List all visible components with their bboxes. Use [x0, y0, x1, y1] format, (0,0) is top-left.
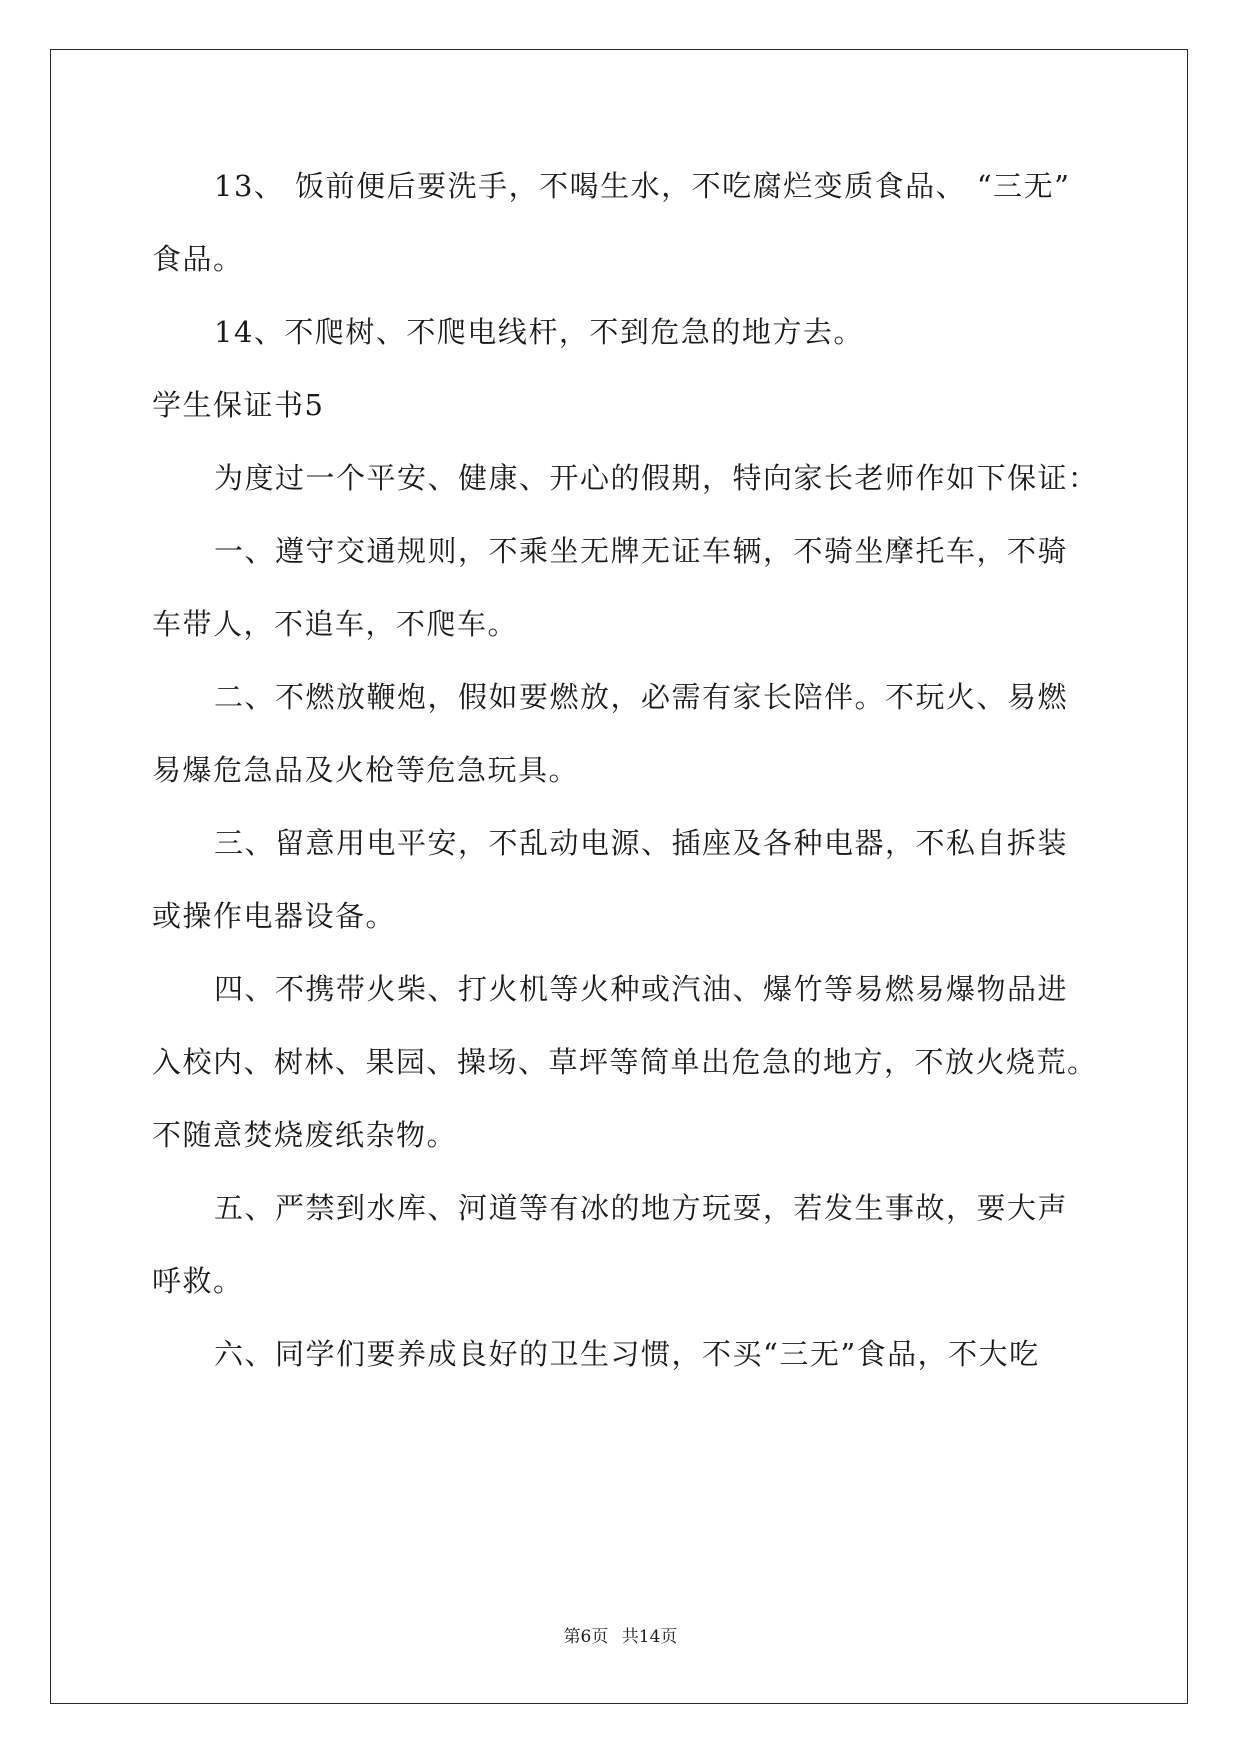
- text-line: 易爆危急品及火枪等危急玩具。: [152, 753, 580, 787]
- text-line: 食品。: [152, 242, 244, 276]
- text-line: 四、不携带火柴、打火机等火种或汽油、爆竹等易燃易爆物品进: [214, 972, 1069, 1006]
- text-line: 入校内、树林、果园、操场、草坪等简单出危急的地方，不放火烧荒。: [152, 1045, 1098, 1079]
- page-border: [50, 49, 1188, 1704]
- text-line: 一、遵守交通规则，不乘坐无牌无证车辆，不骑坐摩托车，不骑: [214, 534, 1069, 568]
- text-line: 不随意焚烧废纸杂物。: [152, 1118, 458, 1152]
- text-line: 车带人，不追车，不爬车。: [152, 607, 519, 641]
- text-line: 呼救。: [152, 1264, 244, 1298]
- page-footer: [0, 1626, 1241, 1648]
- text-line: 为度过一个平安、健康、开心的假期，特向家长老师作如下保证：: [214, 461, 1099, 495]
- text-line: 六、同学们要养成良好的卫生习惯，不买“三无”食品，不大吃: [214, 1337, 1040, 1371]
- text-line: 五、严禁到水库、河道等有冰的地方玩耍，若发生事故，要大声: [214, 1191, 1069, 1225]
- section-heading: 学生保证书5: [152, 388, 325, 422]
- text-line: 三、留意用电平安，不乱动电源、插座及各种电器，不私自拆装: [214, 826, 1069, 860]
- page-total: 共14页: [621, 1627, 678, 1647]
- text-line: 或操作电器设备。: [152, 899, 397, 933]
- page-number: 第6页: [563, 1627, 609, 1647]
- text-line: 13、 饭前便后要洗手，不喝生水，不吃腐烂变质食品、 “三无”: [214, 169, 1071, 203]
- text-line: 14、不爬树、不爬电线杆，不到危急的地方去。: [214, 315, 864, 349]
- text-line: 二、不燃放鞭炮，假如要燃放，必需有家长陪伴。不玩火、易燃: [214, 680, 1069, 714]
